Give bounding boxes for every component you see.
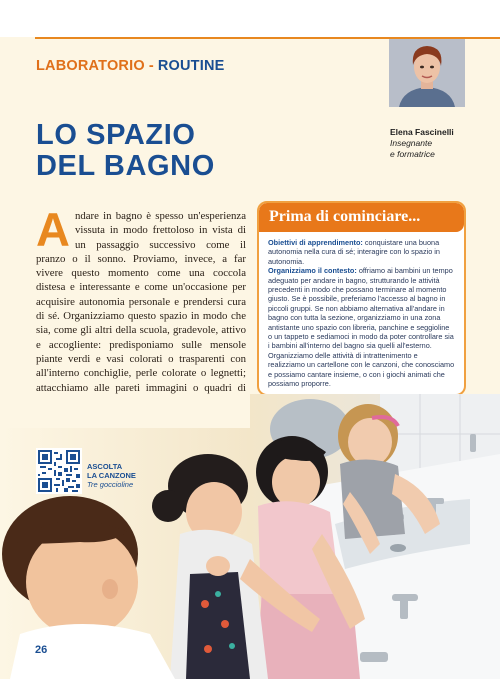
article-paragraph: ndare in bagno è spesso un'esperienza vissuta in modo frettoloso in vista di un passaggio successivo come il pranzo o il sonno. Proviamo, invece, a far vivere questo momento come una coccola distesa e interessante e come un'occasione per acquisire autonomia personale e prendersi cura di sé. Organizziamo questo spazio in modo che sia, come gli altri della scuola, gradevole, attivo e accogliente: predisponiamo sulle mensole piante verdi e vasi colorati o trasparenti con all'interno conchiglie, perle colorate o legnetti; attacchiamo alle pareti immagini o quadri di bbox=[36, 210, 246, 394]
author-name: Elena Fascinelli bbox=[390, 127, 454, 137]
page-number: 26 bbox=[35, 644, 48, 656]
page-title bbox=[36, 120, 296, 182]
song-title: Tre goccioline bbox=[87, 480, 134, 489]
title-line-1: LO SPAZIO bbox=[36, 119, 196, 151]
drop-cap: A bbox=[36, 203, 70, 256]
objectives-paragraph bbox=[268, 238, 455, 266]
section-name: LABORATORIO bbox=[36, 58, 145, 74]
sidebar-body bbox=[259, 232, 464, 389]
listen-song-label[interactable] bbox=[87, 462, 136, 489]
author-photo bbox=[389, 39, 465, 107]
title-line-2: DEL BAGNO bbox=[36, 150, 215, 182]
children-washing-hands-photo bbox=[0, 394, 500, 679]
prima-di-cominciare-box bbox=[257, 201, 466, 396]
context-text: offriamo ai bambini un tempo adeguato per andare in bagno, strutturando le attività precedenti in modo che possano terminare al momento giusto. Se è possibile, preferiamo l'accesso al bagno in piccoli gruppi. Se non abbiamo alternativa all'andare in bagno con tutta la sezione, organizziamo in una zona antistante uno spazio con libreria, panchine e seggioline o un tappeto e sediamoci in modo da poter controllare sia i bambini all'interno del bagno sia quelli all'esterno. Organizziamo delle attività di intrattenimento e realizziamo un cartellone con le canzoni, che conosciamo e possiamo cantare insieme, o con i giochi animati che possiamo proporre. bbox=[268, 266, 455, 389]
author-role-2: e formatrice bbox=[390, 149, 435, 159]
qr-code[interactable] bbox=[36, 448, 82, 494]
section-separator: - bbox=[148, 58, 154, 74]
author-role-1: Insegnante bbox=[390, 138, 433, 148]
top-margin bbox=[0, 0, 500, 37]
listen-line-2: LA CANZONE bbox=[87, 471, 136, 480]
context-paragraph bbox=[268, 266, 455, 388]
author-credit bbox=[390, 127, 490, 160]
listen-line-1: ASCOLTA bbox=[87, 462, 123, 471]
subsection-name: ROUTINE bbox=[157, 58, 225, 74]
objectives-label: Obiettivi di apprendimento: bbox=[268, 238, 363, 247]
sidebar-title: Prima di cominciare... bbox=[259, 203, 464, 232]
context-label: Organizziamo il contesto: bbox=[268, 266, 357, 276]
objectives-text: conquistare una buona autonomia nella cura di sé; interagire con lo spazio in autonomia. bbox=[268, 238, 440, 266]
section-label bbox=[36, 58, 225, 74]
